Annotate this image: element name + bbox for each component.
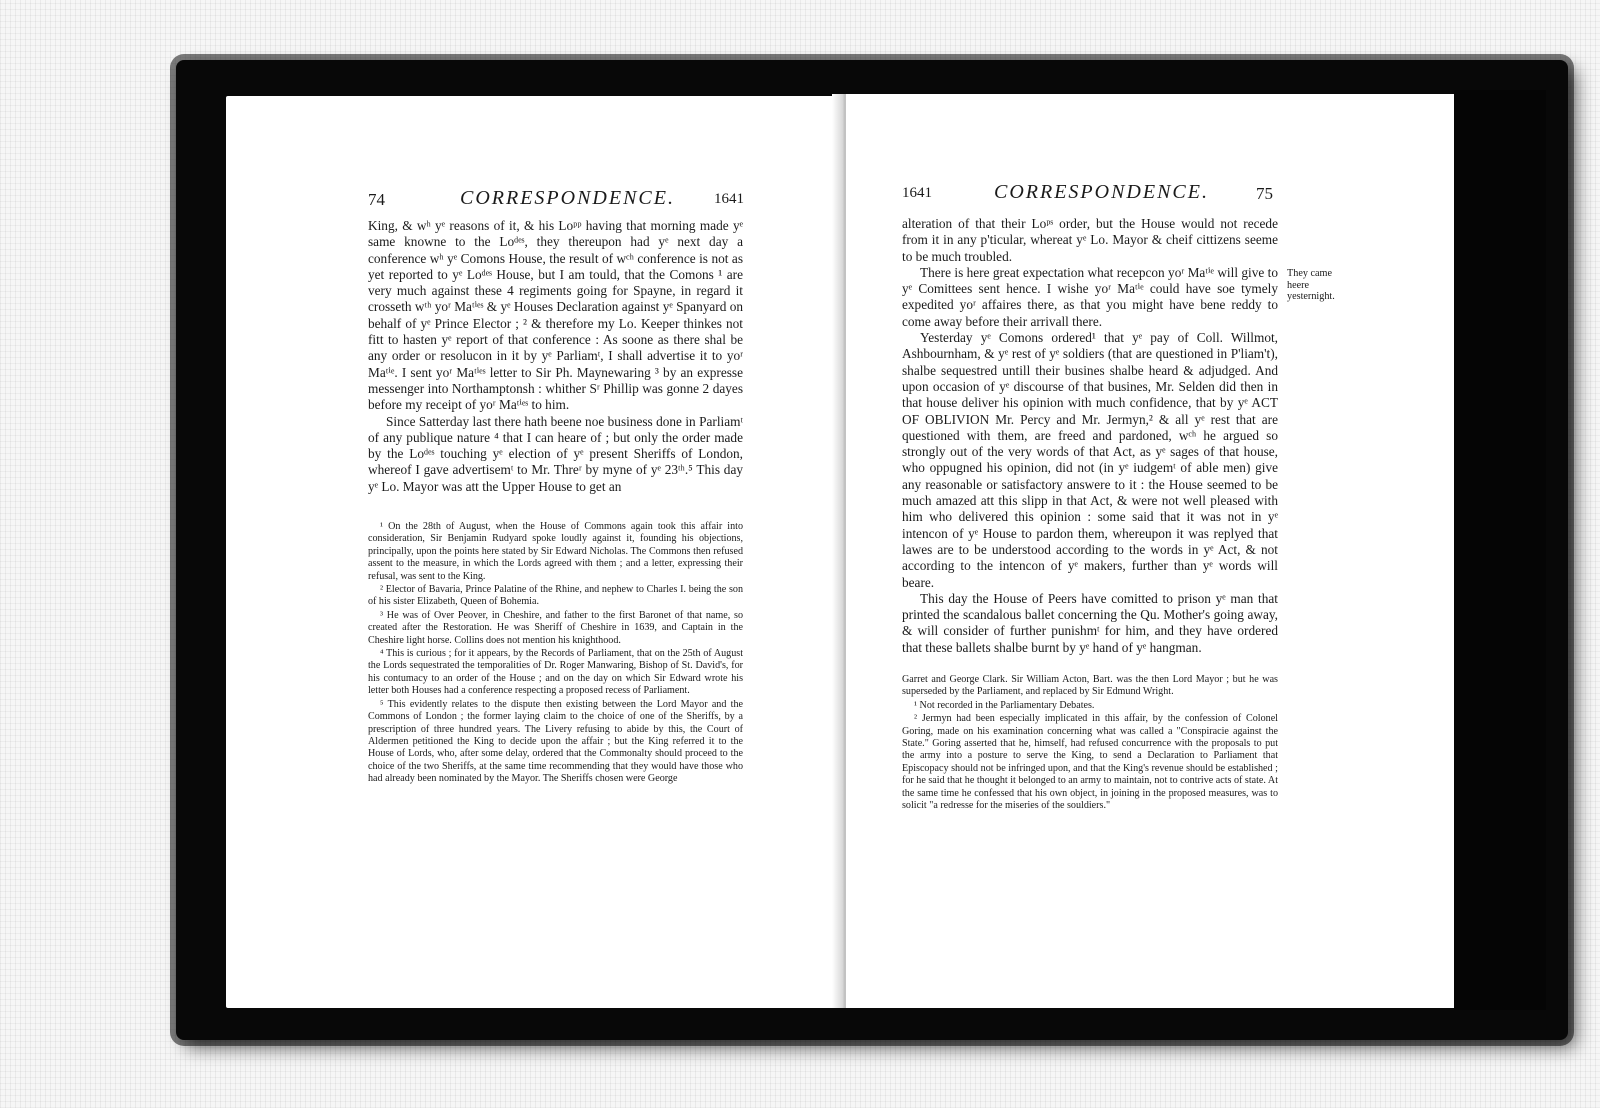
footnote: Garret and George Clark. Sir William Acton, Bart. was the then Lord Mayor ; but he was superseded by the Parliament, and replaced by Sir Edmund Wright. xyxy=(902,674,1278,698)
footnote: ³ He was of Over Peover, in Cheshire, and father to the first Baronet of that name, so created after the Restoration. He was Sheriff of Cheshire in 1639, and Captain in the Cheshire light horse. Collins does not mention his knighthood. xyxy=(368,609,743,646)
left-footnotes xyxy=(368,521,743,787)
left-page xyxy=(226,96,846,1008)
body-paragraph: This day the House of Peers have comitted to prison yᵉ man that printed the scandalous ballet concerning the Qu. Mother's going away, & will consider of further punishmᵗ for him, and they have ordered that these ballets shalbe burnt by yᵉ hand of yᵉ hangman. xyxy=(902,590,1278,655)
footnote: ⁵ This evidently relates to the dispute then existing between the Lord Mayor and the Commons of London ; the former laying claim to the choice of one of the Sheriffs, by a prescription of three hundred years. The Livery refusing to abide by this, the Court of Aldermen petitioned the King to decide upon the affair ; but the King referred it to the House of Lords, who, after some delay, ordered that the Commonalty should proceed to the choice of the two Sheriffs, at the same time recommending that they would have those who had already been nominated by the Mayor. The Sheriffs chosen were George xyxy=(368,698,743,785)
left-header-year: 1641 xyxy=(714,191,744,207)
body-paragraph: Yesterday yᵉ Comons ordered¹ that yᵉ pay of Coll. Willmot, Ashbournham, & yᵉ rest of yᵉ soldiers (that are questioned in P'liam't), shalbe sequestred untill their busines shalbe heard & adjudged. And upon occasion of yᵉ discourse of that busines, Mr. Selden did then in that house deliver his opinion with much confidence, that by yᵉ ACT OF OBLIVION Mr. Percy and Mr. Jermyn,² & all yᵉ rest that are questioned with them, are freed and pardoned, wᶜʰ he argued so strongly out of the very words of that Act, as yᵉ sages of that house, who oppugned his opinion, did not (in yᵉ iudgemᵗ of able men) give any reasonable or satisfactory answere to it : the House seemed to be much amazed att this slipp in that Act, & were not well pleased with him who delivered this opinion : some said that it was not in yᵉ intencon of yᵉ House to pardon them, whereupon it was replyed that lawes are to be understood according to the words in yᵉ Act, & not according to the intencon of yᵉ makers, further than yᵉ words will beare. xyxy=(902,330,1278,590)
right-footnotes xyxy=(902,674,1278,813)
left-body-text xyxy=(368,218,743,495)
right-page-header xyxy=(902,181,1282,208)
left-page-number: 74 xyxy=(368,190,385,209)
body-paragraph: Since Satterday last there hath beene noe business done in Parliamᵗ of any publique nature ⁴ that I can heare of ; but only the order made by the Loᵈᵉˢ touching yᵉ election of yᵉ present Sheriffs of London, whereof I gave advertisemᵗ to Mr. Threʳ by myne of yᵉ 23ᵗʰ.⁵ This day yᵉ Lo. Mayor was att the Upper House to get an xyxy=(368,413,743,494)
body-paragraph: There is here great expectation what recepcon yoʳ Maᵗⁱᵉ will give to yᵉ Comittees sent hence. I wishe yoʳ Maᵗⁱᵉ could have soe tymely expedited yoʳ affaires there, as that you might have bene reddy to come away before their arrivall there. xyxy=(902,264,1278,329)
left-page-header xyxy=(368,187,748,214)
right-body-text xyxy=(902,216,1278,656)
right-page-number: 75 xyxy=(1256,184,1273,203)
footnote: ⁴ This is curious ; for it appears, by the Records of Parliament, that on the 25th of August the Lords sequestrated the temporalities of Dr. Roger Manwaring, Bishop of St. David's, for his contumacy to an order of the House ; and on the day on which Sir Edward wrote his letter both Houses had a conference respecting a proposed recess of Parliament. xyxy=(368,648,743,697)
footnote: ² Elector of Bavaria, Prince Palatine of the Rhine, and nephew to Charles I. being the son of his sister Elizabeth, Queen of Bohemia. xyxy=(368,584,743,608)
footnote: ¹ On the 28th of August, when the House of Commons again took this affair into consideration, Sir Benjamin Rudyard spoke loudly against it, founding his objections, principally, upon the points here stated by Sir Edward Nicholas. The Commons then refused assent to the measure, in which the Lords agreed with them ; and a letter, expressing their refusal, was sent to the King. xyxy=(368,521,743,582)
cover-edge-right xyxy=(1454,90,1546,1010)
right-page xyxy=(846,94,1454,1008)
body-paragraph: alteration of that their Loᵖˢ order, but the House would not recede from it in any p'ticular, whereat yᵉ Lo. Mayor & cheif cittizens seeme to be much troubled. xyxy=(902,216,1278,264)
footnote: ¹ Not recorded in the Parliamentary Debates. xyxy=(914,699,1095,711)
body-paragraph: King, & wʰ yᵉ reasons of it, & his Loᵖᵖ having that morning made yᵉ same knowne to the Loᵈᵉˢ, they thereupon had yᵉ next day a conference wʰ yᵉ Comons House, the result of wᶜʰ conference is not as yet reported to yᵉ Loᵈᵉˢ House, but I am tould, that the Comons ¹ are very much against these 4 regiments going for Spayne, in regard it crosseth wᵗʰ yoʳ Maᵗⁱᵉˢ & yᵉ Houses Declaration against yᵉ Spanyard on behalf of yᵉ Prince Elector ; ² & therefore my Lo. Keeper thinkes not fitt to hasten yᵉ report of that conference : As soone as there shal be any order or resolucon in it by yᵉ Parliamᵗ, I shall advertise it to yoʳ Maᵗⁱᵉ. I sent yoʳ Maᵗⁱᵉˢ letter to Sir Ph. Maynewaring ³ by an expresse messenger into Northamptonsh : whither Sʳ Phillip was gonne 2 dayes before my receipt of yoʳ Maᵗⁱᵉˢ to him. xyxy=(368,218,743,413)
margin-note: They came heere yesternight. xyxy=(1287,268,1335,302)
right-header-year: 1641 xyxy=(902,185,932,201)
footnote: ² Jermyn had been especially implicated in this affair, by the confession of Colonel Goring, made on his examination concerning what was called a "Conspiracie against the State." Goring asserted that he, himself, had refused concurrence with the proposals to put the army into a posture to serve the King, to send a Declaration to Parliament that Episcopacy should not be infringed upon, and that the King's revenue should be established ; for he said that he thought it belonged to an army to maintain, not to contrive acts of state. At the same time he confessed that his own object, in joining in the proposed measures, was to solicit "a redresse for the miseries of the souldiers." xyxy=(902,713,1278,812)
right-running-title: CORRESPONDENCE. xyxy=(994,181,1209,203)
left-running-title: CORRESPONDENCE. xyxy=(460,187,675,209)
